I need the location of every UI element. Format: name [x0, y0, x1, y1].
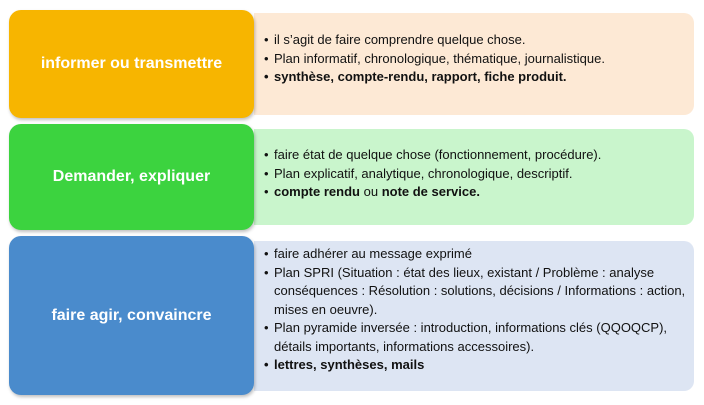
row3-item-3: • Plan pyramide inversée : introduction, informations clés (QQOQCP), détails importants, informations accessoires).: [264, 319, 686, 356]
row1-label-box: [9, 10, 254, 118]
row3-item-2: • Plan SPRI (Situation : état des lieux, existant / Problème : analyse conséquences : Résolution : solutions, décisions / Informations : action, mises en oeuvre).: [264, 264, 686, 320]
row1-item-1: • il s’agit de faire comprendre quelque chose.: [264, 31, 686, 50]
row2-item-3-part-3: note de service.: [381, 184, 480, 199]
row2-description: [254, 129, 694, 225]
row3-label-box: [9, 236, 254, 395]
row3-description: [254, 241, 694, 391]
row1-title: informer ou transmettre: [40, 55, 223, 72]
row3-item-1: • faire adhérer au message exprimé: [264, 245, 686, 264]
row3-item-4: [264, 356, 686, 375]
row2-label-box: [9, 124, 254, 230]
row3-item-4-part-3: synthèses, mails: [320, 357, 425, 372]
row1-item-2: • Plan informatif, chronologique, thématique, journalistique.: [264, 50, 686, 69]
row2-item-1: • faire état de quelque chose (fonctionnement, procédure).: [264, 146, 686, 165]
row2-item-3: [264, 183, 686, 202]
row2-item-2: • Plan explicatif, analytique, chronologique, descriptif.: [264, 165, 686, 184]
row3-item-4-part-1: lettres: [274, 357, 314, 372]
row2-title: Demander, expliquer: [52, 168, 211, 185]
row3-title: faire agir, convaincre: [51, 306, 212, 324]
row3-item-4-part-2: ,: [313, 357, 321, 372]
row1-item-3: • synthèse, compte-rendu, rapport, fiche produit.: [264, 68, 686, 87]
row2-item-3-part-2: ou: [363, 184, 379, 199]
row1-description: [254, 13, 694, 115]
row2-item-3-part-1: compte rendu: [274, 184, 360, 199]
